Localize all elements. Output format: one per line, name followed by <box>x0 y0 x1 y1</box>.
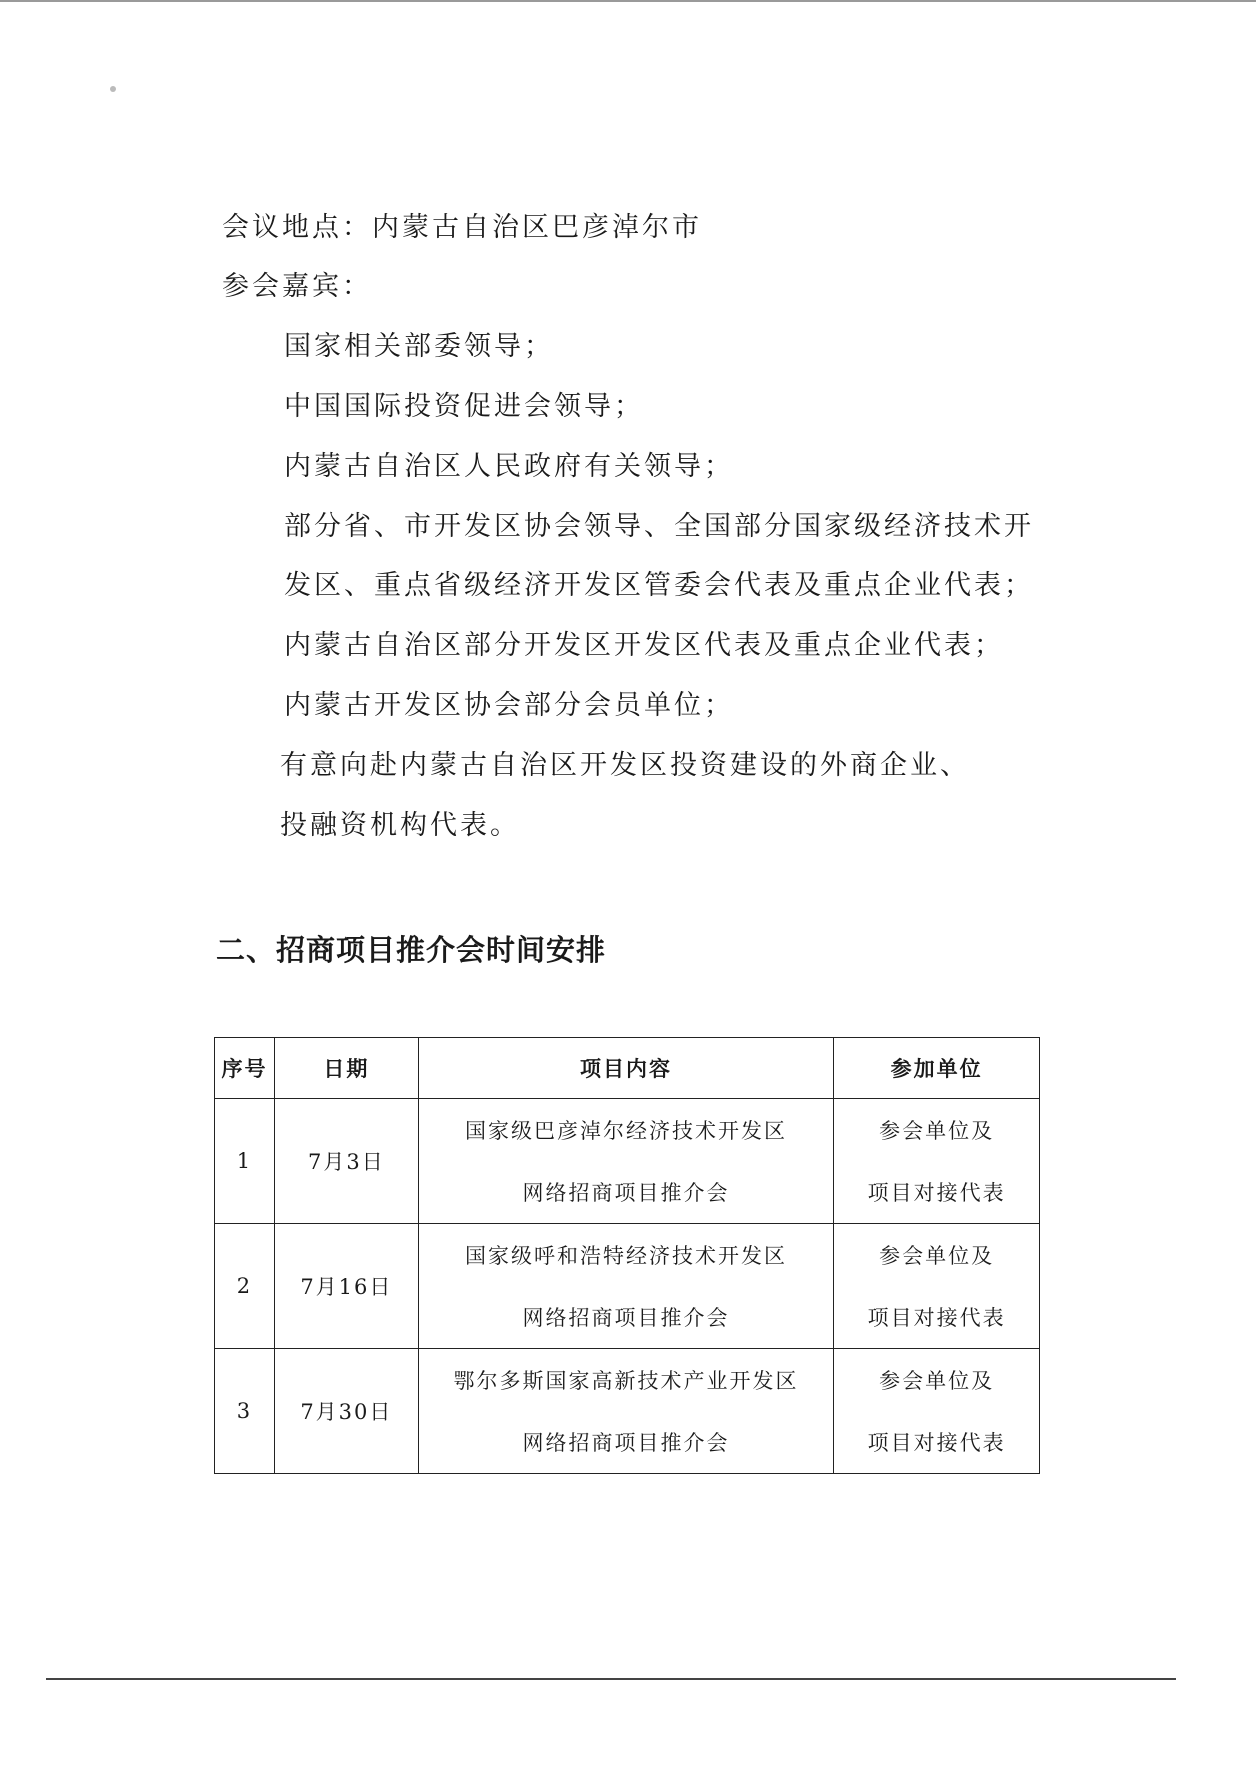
units-line-1: 参会单位及 <box>879 1244 995 1268</box>
units-line-2: 项目对接代表 <box>867 1306 1006 1330</box>
header-units: 参加单位 <box>834 1038 1040 1099</box>
guest-item: 投融资机构代表。 <box>280 810 520 841</box>
row-units <box>834 1099 1040 1224</box>
row-date: 7月30日 <box>274 1349 418 1474</box>
page-footer-rule <box>46 1678 1176 1680</box>
meeting-location-value: 内蒙古自治区巴彦淖尔市 <box>372 212 702 243</box>
meeting-location-label: 会议地点： <box>222 212 372 243</box>
schedule-table <box>214 1037 1040 1474</box>
content-line-1: 国家级呼和浩特经济技术开发区 <box>465 1244 787 1268</box>
content-line-2: 网络招商项目推介会 <box>522 1181 730 1205</box>
guest-item: 中国国际投资促进会领导； <box>284 391 644 422</box>
scan-speck <box>110 86 116 92</box>
guests-label: 参会嘉宾： <box>222 271 372 302</box>
guest-item: 发区、重点省级经济开发区管委会代表及重点企业代表； <box>284 570 1034 601</box>
row-units <box>834 1224 1040 1349</box>
units-line-2: 项目对接代表 <box>867 1181 1006 1205</box>
content-line-1: 鄂尔多斯国家高新技术产业开发区 <box>453 1369 799 1393</box>
header-date: 日期 <box>274 1038 418 1099</box>
row-units <box>834 1349 1040 1474</box>
section-heading: 二、招商项目推介会时间安排 <box>216 933 607 967</box>
row-date: 7月16日 <box>274 1224 418 1349</box>
content-line-2: 网络招商项目推介会 <box>522 1306 730 1330</box>
content-line-2: 网络招商项目推介会 <box>522 1431 730 1455</box>
page-top-border <box>0 0 1256 2</box>
row-content <box>418 1349 833 1474</box>
row-content <box>418 1224 833 1349</box>
row-no: 1 <box>215 1099 275 1224</box>
content-line-1: 国家级巴彦淖尔经济技术开发区 <box>465 1119 787 1143</box>
guest-item: 内蒙古开发区协会部分会员单位； <box>284 690 734 721</box>
table-row <box>215 1224 1040 1349</box>
meeting-location-line <box>222 208 702 248</box>
guest-item: 内蒙古自治区部分开发区开发区代表及重点企业代表； <box>284 630 1004 661</box>
table-row <box>215 1349 1040 1474</box>
table-header-row <box>215 1038 1040 1099</box>
row-no: 2 <box>215 1224 275 1349</box>
row-date: 7月3日 <box>274 1099 418 1224</box>
units-line-1: 参会单位及 <box>879 1369 995 1393</box>
row-no: 3 <box>215 1349 275 1474</box>
header-content: 项目内容 <box>418 1038 833 1099</box>
guest-item: 内蒙古自治区人民政府有关领导； <box>284 451 734 482</box>
guest-item: 部分省、市开发区协会领导、全国部分国家级经济技术开 <box>284 511 1034 542</box>
table-row <box>215 1099 1040 1224</box>
units-line-1: 参会单位及 <box>879 1119 995 1143</box>
row-content <box>418 1099 833 1224</box>
guest-item: 国家相关部委领导； <box>284 331 554 362</box>
header-no: 序号 <box>215 1038 275 1099</box>
units-line-2: 项目对接代表 <box>867 1431 1006 1455</box>
guest-item: 有意向赴内蒙古自治区开发区投资建设的外商企业、 <box>280 750 970 781</box>
